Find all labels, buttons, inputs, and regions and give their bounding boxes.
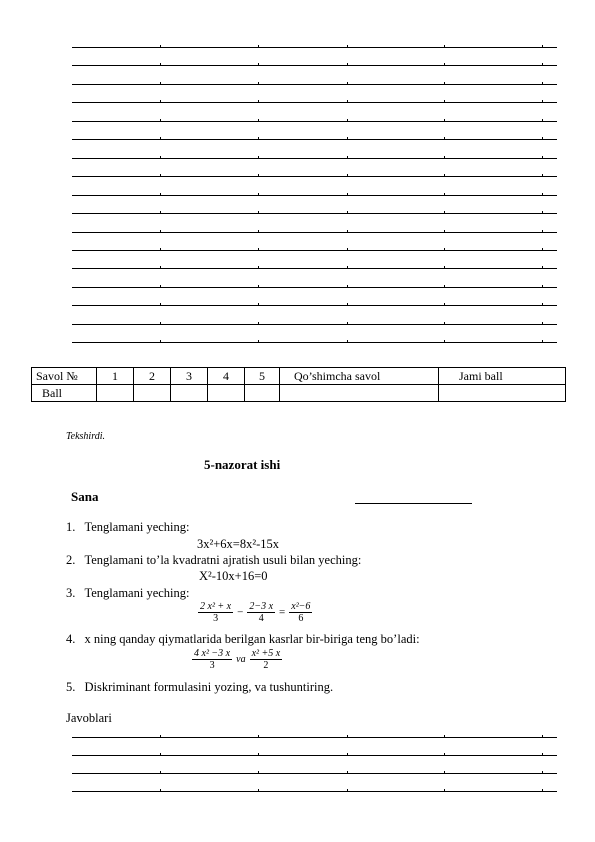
score-table — [31, 367, 566, 402]
ball-cell[interactable] — [134, 385, 171, 402]
ball-cell[interactable] — [171, 385, 208, 402]
operator: = — [279, 606, 286, 619]
row-ball-label: Ball — [32, 385, 97, 402]
ruled-line[interactable] — [72, 305, 557, 306]
ruled-line[interactable] — [72, 268, 557, 269]
question-text: Tenglamani to’la kvadratni ajratish usuli bilan yeching: — [84, 553, 362, 567]
question-1-equation: 3x²+6x=8x²-15x — [197, 537, 280, 551]
ruled-line[interactable] — [72, 287, 557, 288]
ruled-line[interactable] — [72, 232, 557, 233]
question-3 — [66, 586, 190, 601]
question-text: Tenglamani yeching: — [84, 586, 190, 600]
question-4 — [66, 632, 420, 647]
answers-label: Javoblari — [66, 711, 112, 725]
question-number: 1. — [66, 520, 76, 534]
ball-cell[interactable] — [97, 385, 134, 402]
ruled-line[interactable] — [72, 139, 557, 140]
header-q4: 4 — [208, 368, 245, 385]
question-5 — [66, 680, 333, 695]
page-title: 5-nazorat ishi — [204, 457, 281, 472]
date-field[interactable] — [355, 503, 472, 504]
ball-cell[interactable] — [439, 385, 566, 402]
header-extra: Qo’shimcha savol — [280, 368, 439, 385]
question-text: x ning qanday qiymatlarida berilgan kasrlar bir-biriga teng bo’ladi: — [84, 632, 420, 646]
ruled-line[interactable] — [72, 102, 557, 103]
ball-cell[interactable] — [280, 385, 439, 402]
fraction: $\frac{2-3 x}{4}$ — [249, 601, 274, 624]
question-2 — [66, 553, 361, 568]
ball-cell[interactable] — [245, 385, 280, 402]
fraction: $\frac{\text{x²−6}}{6}$ — [291, 601, 311, 624]
question-3-equation — [198, 601, 312, 624]
question-2-equation: X²-10x+16=0 — [199, 569, 268, 583]
ruled-line[interactable] — [72, 755, 557, 756]
ruled-line[interactable] — [72, 773, 557, 774]
ruled-line[interactable] — [72, 121, 557, 122]
header-q2: 2 — [134, 368, 171, 385]
ruled-line[interactable] — [72, 737, 557, 738]
header-savol: Savol № — [32, 368, 97, 385]
checked-label: Tekshirdi. — [66, 431, 105, 442]
ruled-line[interactable] — [72, 47, 557, 48]
score-header-row — [32, 368, 566, 385]
fraction: $\frac{\text{2 x² + x}}{3}$ — [200, 601, 232, 624]
ruled-line[interactable] — [72, 213, 557, 214]
question-1 — [66, 520, 190, 535]
question-text: Diskriminant formulasini yozing, va tushuntiring. — [84, 680, 334, 694]
question-text: Tenglamani yeching: — [84, 520, 190, 534]
header-q5: 5 — [245, 368, 280, 385]
question-number: 4. — [66, 632, 76, 646]
question-number: 3. — [66, 586, 76, 600]
ruled-line[interactable] — [72, 791, 557, 792]
ruled-line[interactable] — [72, 250, 557, 251]
ruled-line[interactable] — [72, 158, 557, 159]
score-ball-row — [32, 385, 566, 402]
ruled-line[interactable] — [72, 176, 557, 177]
question-number: 5. — [66, 680, 76, 694]
operator: − — [237, 606, 244, 619]
conjunction: va — [236, 654, 246, 665]
ruled-line[interactable] — [72, 342, 557, 343]
header-q1: 1 — [97, 368, 134, 385]
question-number: 2. — [66, 553, 76, 567]
question-4-expressions — [192, 648, 282, 671]
ball-cell[interactable] — [208, 385, 245, 402]
header-total: Jami ball — [439, 368, 566, 385]
header-q3: 3 — [171, 368, 208, 385]
ruled-line[interactable] — [72, 195, 557, 196]
ruled-line[interactable] — [72, 324, 557, 325]
fraction: $\frac{\text{x² +5 x}}{2}$ — [251, 648, 281, 671]
ruled-line[interactable] — [72, 65, 557, 66]
fraction: $\frac{\text{4 x² −3 x}}{3}$ — [194, 648, 231, 671]
date-label: Sana — [71, 489, 99, 504]
ruled-line[interactable] — [72, 84, 557, 85]
